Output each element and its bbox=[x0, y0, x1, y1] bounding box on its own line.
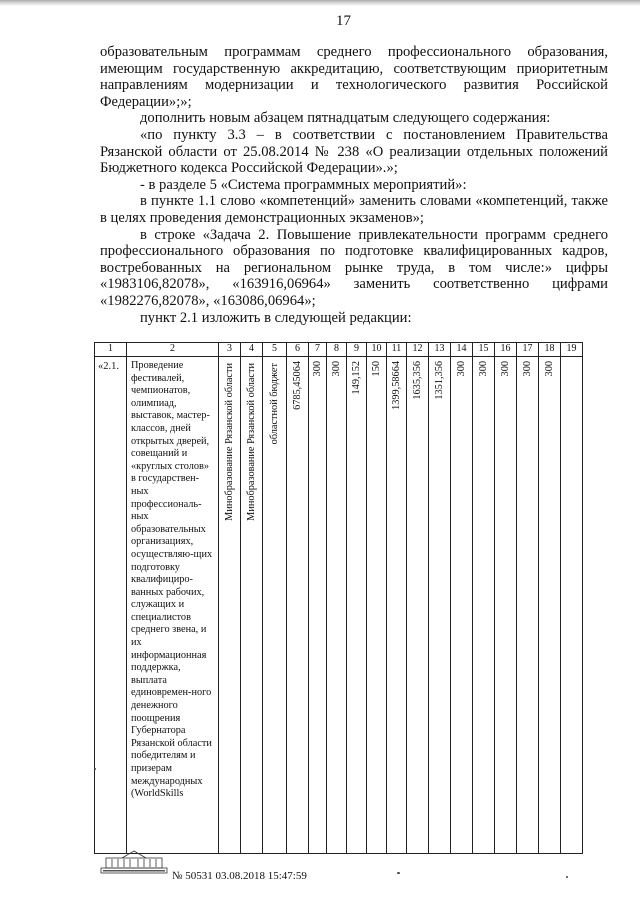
header-cell: 5 bbox=[263, 343, 287, 357]
header-cell: 14 bbox=[451, 343, 473, 357]
cell-col4 bbox=[241, 357, 263, 854]
table-row bbox=[95, 357, 583, 854]
paragraph-2: дополнить новым абзацем пятнадцатым следующего содержания: bbox=[140, 110, 551, 127]
header-cell: 13 bbox=[429, 343, 451, 357]
header-cell: 16 bbox=[495, 343, 517, 357]
header-cell: 15 bbox=[473, 343, 495, 357]
header-cell: 2 bbox=[127, 343, 219, 357]
registration-stamp: № 50531 03.08.2018 15:47:59 bbox=[172, 870, 307, 882]
cell-col14 bbox=[451, 357, 473, 854]
paragraph-1: образовательным программам среднего профессионального образования, имеющим государственную аккредитацию, соответствующим приоритетным направлениям модернизации и технологического развития Российской Федерации»;»; bbox=[100, 44, 608, 110]
value-2024: 300 bbox=[522, 361, 533, 377]
header-cell: 4 bbox=[241, 343, 263, 357]
cell-col13 bbox=[429, 357, 451, 854]
responsible-text: Минобразование Рязанской области bbox=[224, 363, 235, 521]
cell-col10 bbox=[367, 357, 387, 854]
scan-speck bbox=[94, 768, 96, 770]
cell-col9 bbox=[347, 357, 367, 854]
cell-col8 bbox=[327, 357, 347, 854]
scan-speck bbox=[566, 876, 568, 878]
paragraph-4: - в разделе 5 «Система программных мероприятий»: bbox=[140, 176, 467, 193]
value-2021: 300 bbox=[456, 361, 467, 377]
value-2020: 1351,356 bbox=[434, 361, 445, 400]
value-2019: 1635,356 bbox=[412, 361, 423, 400]
header-cell: 19 bbox=[561, 343, 583, 357]
header-cell: 9 bbox=[347, 343, 367, 357]
cell-col18 bbox=[539, 357, 561, 854]
scan-speck bbox=[397, 872, 400, 874]
table-header-row bbox=[95, 343, 583, 357]
government-building-logo bbox=[100, 848, 168, 874]
cell-col7 bbox=[309, 357, 327, 854]
coexecutor-text: Минобразование Рязанской области bbox=[246, 363, 257, 521]
value-2025: 300 bbox=[544, 361, 555, 377]
value-2015: 300 bbox=[331, 361, 342, 377]
program-table bbox=[94, 342, 583, 854]
paragraph-7: пункт 2.1 изложить в следующей редакции: bbox=[140, 309, 412, 326]
header-cell: 1 bbox=[95, 343, 127, 357]
header-cell: 11 bbox=[387, 343, 407, 357]
total-value: 6785,45064 bbox=[292, 361, 303, 410]
page-number: 17 bbox=[336, 13, 351, 29]
paragraph-3: «по пункту 3.3 – в соответствии с постановлением Правительства Рязанской области от 25.08.2014 № 238 «О реализации отдельных положений Бюджетного кодекса Российской Федерации».»; bbox=[100, 126, 608, 177]
scan-edge bbox=[0, 0, 640, 6]
header-cell: 18 bbox=[539, 343, 561, 357]
cell-col17 bbox=[517, 357, 539, 854]
cell-col15 bbox=[473, 357, 495, 854]
row-description: Проведение фестивалей, чемпионатов, олимпиад, выставок, мастер-классов, дней открытых дверей, совещаний и «круглых столов» в государствен-ных профессиональ-ных образовательных организациях, осуществляю-щих подготовку квалифициро-ванных рабочих, служащих и специалистов среднего звена, и их информационная поддержка, выплата единовремен-ного денежного поощрения Губернатора Рязанской области победителям и призерам международных (WorldSkills bbox=[127, 357, 219, 854]
cell-col6 bbox=[287, 357, 309, 854]
header-cell: 7 bbox=[309, 343, 327, 357]
cell-col16 bbox=[495, 357, 517, 854]
value-2014: 300 bbox=[312, 361, 323, 377]
header-cell: 6 bbox=[287, 343, 309, 357]
value-2022: 300 bbox=[478, 361, 489, 377]
row-number: «2.1. bbox=[95, 357, 127, 854]
header-cell: 12 bbox=[407, 343, 429, 357]
value-2017: 150 bbox=[371, 361, 382, 377]
value-2018: 1399,58664 bbox=[391, 361, 402, 410]
header-cell: 17 bbox=[517, 343, 539, 357]
document-body bbox=[100, 44, 608, 326]
cell-col3 bbox=[219, 357, 241, 854]
cell-col12 bbox=[407, 357, 429, 854]
cell-col19 bbox=[561, 357, 583, 854]
cell-col11 bbox=[387, 357, 407, 854]
paragraph-5: в пункте 1.1 слово «компетенций» заменить словами «компетенций, также в целях проведения демонстрационных экзаменов»; bbox=[100, 193, 608, 226]
paragraph-6: в строке «Задача 2. Повышение привлекательности программ среднего профессионального образования по подготовке квалифицированных кадров, востребованных на региональном рынке труда, в том числе:» цифры «1983106,82078», «163916,06964» заменить соответственно цифрами «1982276,82078», «163086,06964»; bbox=[100, 226, 608, 309]
header-cell: 3 bbox=[219, 343, 241, 357]
value-2016: 149,152 bbox=[351, 361, 362, 395]
header-cell: 8 bbox=[327, 343, 347, 357]
funding-source-text: областной бюджет bbox=[269, 363, 280, 445]
header-cell: 10 bbox=[367, 343, 387, 357]
cell-col5 bbox=[263, 357, 287, 854]
value-2023: 300 bbox=[500, 361, 511, 377]
